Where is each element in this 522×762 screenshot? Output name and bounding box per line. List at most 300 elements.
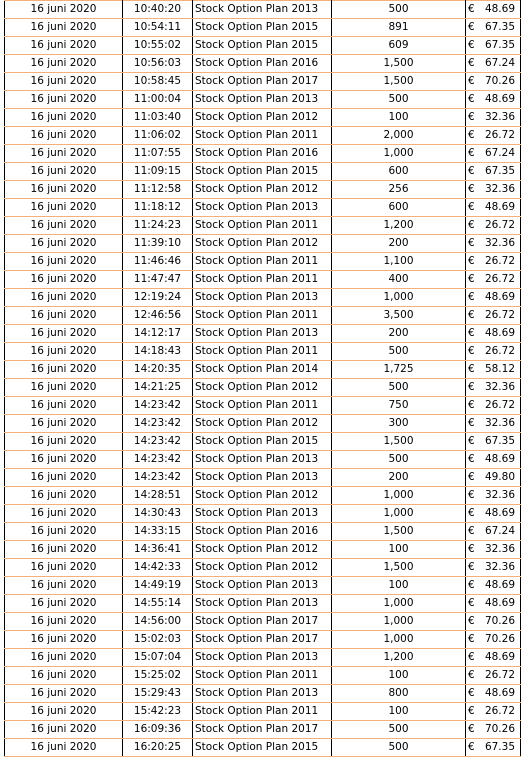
cell-date: 16 juni 2020 — [5, 523, 123, 541]
cell-price — [466, 559, 521, 577]
cell-price — [466, 1, 521, 19]
cell-time: 14:18:43 — [123, 343, 193, 361]
table-row — [5, 397, 521, 415]
table-row — [5, 577, 521, 595]
cell-quantity: 400 — [332, 271, 466, 289]
cell-quantity: 500 — [332, 739, 466, 757]
cell-plan: Stock Option Plan 2011 — [193, 271, 332, 289]
price-value: 49.80 — [484, 471, 515, 483]
price-value: 67.35 — [484, 21, 515, 33]
price-value: 32.36 — [484, 237, 515, 249]
cell-plan: Stock Option Plan 2011 — [193, 127, 332, 145]
cell-quantity: 3,500 — [332, 307, 466, 325]
cell-plan: Stock Option Plan 2011 — [193, 217, 332, 235]
cell-plan: Stock Option Plan 2012 — [193, 181, 332, 199]
cell-time: 15:07:04 — [123, 649, 193, 667]
cell-price — [466, 289, 521, 307]
cell-time: 16:20:25 — [123, 739, 193, 757]
price-value: 26.72 — [484, 309, 515, 321]
cell-plan: Stock Option Plan 2011 — [193, 307, 332, 325]
table-row — [5, 307, 521, 325]
price-value: 26.72 — [484, 345, 515, 357]
cell-plan: Stock Option Plan 2015 — [193, 739, 332, 757]
currency-symbol: € — [468, 327, 475, 339]
cell-quantity: 500 — [332, 91, 466, 109]
cell-price — [466, 19, 521, 37]
cell-date: 16 juni 2020 — [5, 235, 123, 253]
price-value: 26.72 — [484, 273, 515, 285]
cell-time: 10:58:45 — [123, 73, 193, 91]
table-row — [5, 649, 521, 667]
cell-date: 16 juni 2020 — [5, 739, 123, 757]
cell-time: 11:00:04 — [123, 91, 193, 109]
price-value: 67.35 — [484, 165, 515, 177]
price-value: 32.36 — [484, 417, 515, 429]
cell-date: 16 juni 2020 — [5, 703, 123, 721]
price-value: 26.72 — [484, 219, 515, 231]
cell-plan: Stock Option Plan 2015 — [193, 19, 332, 37]
cell-price — [466, 91, 521, 109]
cell-time: 14:42:33 — [123, 559, 193, 577]
table-row — [5, 163, 521, 181]
cell-price — [466, 55, 521, 73]
cell-date: 16 juni 2020 — [5, 343, 123, 361]
cell-date: 16 juni 2020 — [5, 91, 123, 109]
currency-symbol: € — [468, 273, 475, 285]
cell-price — [466, 397, 521, 415]
cell-time: 11:24:23 — [123, 217, 193, 235]
cell-plan: Stock Option Plan 2012 — [193, 541, 332, 559]
cell-price — [466, 739, 521, 757]
table-row — [5, 289, 521, 307]
cell-date: 16 juni 2020 — [5, 649, 123, 667]
cell-time: 14:23:42 — [123, 397, 193, 415]
price-value: 32.36 — [484, 489, 515, 501]
table-row — [5, 631, 521, 649]
currency-symbol: € — [468, 489, 475, 501]
currency-symbol: € — [468, 705, 475, 717]
cell-plan: Stock Option Plan 2013 — [193, 649, 332, 667]
currency-symbol: € — [468, 201, 475, 213]
cell-plan: Stock Option Plan 2013 — [193, 685, 332, 703]
price-value: 67.24 — [484, 57, 515, 69]
table-row — [5, 253, 521, 271]
cell-quantity: 200 — [332, 325, 466, 343]
cell-price — [466, 667, 521, 685]
cell-time: 11:03:40 — [123, 109, 193, 127]
cell-plan: Stock Option Plan 2016 — [193, 55, 332, 73]
currency-symbol: € — [468, 651, 475, 663]
table-row — [5, 343, 521, 361]
table-row — [5, 451, 521, 469]
cell-plan: Stock Option Plan 2011 — [193, 703, 332, 721]
cell-date: 16 juni 2020 — [5, 595, 123, 613]
cell-price — [466, 415, 521, 433]
table-row — [5, 541, 521, 559]
cell-time: 14:23:42 — [123, 415, 193, 433]
price-value: 48.69 — [484, 651, 515, 663]
cell-price — [466, 649, 521, 667]
cell-quantity: 200 — [332, 469, 466, 487]
cell-plan: Stock Option Plan 2013 — [193, 505, 332, 523]
table-row — [5, 595, 521, 613]
price-value: 70.26 — [484, 615, 515, 627]
price-value: 48.69 — [484, 507, 515, 519]
currency-symbol: € — [468, 669, 475, 681]
cell-price — [466, 325, 521, 343]
table-row — [5, 19, 521, 37]
cell-quantity: 100 — [332, 109, 466, 127]
currency-symbol: € — [468, 597, 475, 609]
cell-quantity: 1,500 — [332, 73, 466, 91]
table-row — [5, 487, 521, 505]
cell-quantity: 500 — [332, 721, 466, 739]
currency-symbol: € — [468, 129, 475, 141]
currency-symbol: € — [468, 219, 475, 231]
cell-date: 16 juni 2020 — [5, 487, 123, 505]
table-row — [5, 109, 521, 127]
cell-plan: Stock Option Plan 2012 — [193, 235, 332, 253]
transactions-table-body — [5, 1, 521, 757]
cell-time: 14:23:42 — [123, 433, 193, 451]
cell-quantity: 100 — [332, 703, 466, 721]
price-value: 48.69 — [484, 327, 515, 339]
cell-date: 16 juni 2020 — [5, 325, 123, 343]
transactions-table — [4, 0, 521, 757]
table-row — [5, 613, 521, 631]
cell-price — [466, 541, 521, 559]
cell-date: 16 juni 2020 — [5, 505, 123, 523]
cell-time: 14:20:35 — [123, 361, 193, 379]
cell-plan: Stock Option Plan 2012 — [193, 379, 332, 397]
cell-quantity: 500 — [332, 343, 466, 361]
cell-date: 16 juni 2020 — [5, 397, 123, 415]
table-row — [5, 721, 521, 739]
cell-time: 14:33:15 — [123, 523, 193, 541]
cell-quantity: 1,000 — [332, 289, 466, 307]
cell-plan: Stock Option Plan 2017 — [193, 631, 332, 649]
price-value: 32.36 — [484, 111, 515, 123]
table-row — [5, 685, 521, 703]
cell-quantity: 609 — [332, 37, 466, 55]
cell-plan: Stock Option Plan 2013 — [193, 577, 332, 595]
cell-quantity: 1,000 — [332, 145, 466, 163]
cell-date: 16 juni 2020 — [5, 667, 123, 685]
cell-date: 16 juni 2020 — [5, 433, 123, 451]
cell-date: 16 juni 2020 — [5, 253, 123, 271]
cell-quantity: 1,500 — [332, 433, 466, 451]
currency-symbol: € — [468, 579, 475, 591]
table-row — [5, 739, 521, 757]
cell-quantity: 1,200 — [332, 217, 466, 235]
cell-date: 16 juni 2020 — [5, 577, 123, 595]
currency-symbol: € — [468, 21, 475, 33]
cell-price — [466, 361, 521, 379]
price-value: 48.69 — [484, 579, 515, 591]
cell-time: 11:09:15 — [123, 163, 193, 181]
cell-time: 11:46:46 — [123, 253, 193, 271]
cell-date: 16 juni 2020 — [5, 271, 123, 289]
cell-quantity: 891 — [332, 19, 466, 37]
cell-quantity: 1,000 — [332, 595, 466, 613]
table-row — [5, 37, 521, 55]
cell-quantity: 1,500 — [332, 523, 466, 541]
currency-symbol: € — [468, 57, 475, 69]
currency-symbol: € — [468, 93, 475, 105]
cell-price — [466, 577, 521, 595]
cell-time: 14:55:14 — [123, 595, 193, 613]
currency-symbol: € — [468, 507, 475, 519]
cell-plan: Stock Option Plan 2013 — [193, 595, 332, 613]
price-value: 58.12 — [484, 363, 515, 375]
currency-symbol: € — [468, 633, 475, 645]
currency-symbol: € — [468, 417, 475, 429]
currency-symbol: € — [468, 75, 475, 87]
table-row — [5, 361, 521, 379]
cell-price — [466, 199, 521, 217]
price-value: 67.35 — [484, 435, 515, 447]
cell-time: 11:47:47 — [123, 271, 193, 289]
cell-date: 16 juni 2020 — [5, 613, 123, 631]
cell-time: 14:49:19 — [123, 577, 193, 595]
cell-time: 15:25:02 — [123, 667, 193, 685]
cell-time: 10:56:03 — [123, 55, 193, 73]
currency-symbol: € — [468, 291, 475, 303]
price-value: 32.36 — [484, 183, 515, 195]
cell-time: 14:28:51 — [123, 487, 193, 505]
cell-date: 16 juni 2020 — [5, 37, 123, 55]
cell-price — [466, 379, 521, 397]
cell-time: 14:36:41 — [123, 541, 193, 559]
cell-plan: Stock Option Plan 2017 — [193, 613, 332, 631]
cell-plan: Stock Option Plan 2017 — [193, 721, 332, 739]
cell-date: 16 juni 2020 — [5, 379, 123, 397]
cell-date: 16 juni 2020 — [5, 415, 123, 433]
cell-quantity: 300 — [332, 415, 466, 433]
cell-price — [466, 451, 521, 469]
price-value: 48.69 — [484, 453, 515, 465]
cell-plan: Stock Option Plan 2015 — [193, 163, 332, 181]
table-row — [5, 325, 521, 343]
price-value: 48.69 — [484, 687, 515, 699]
cell-time: 11:12:58 — [123, 181, 193, 199]
table-row — [5, 559, 521, 577]
cell-time: 14:56:00 — [123, 613, 193, 631]
cell-date: 16 juni 2020 — [5, 685, 123, 703]
cell-plan: Stock Option Plan 2011 — [193, 253, 332, 271]
table-row — [5, 505, 521, 523]
price-value: 48.69 — [484, 291, 515, 303]
cell-plan: Stock Option Plan 2012 — [193, 415, 332, 433]
cell-price — [466, 595, 521, 613]
cell-date: 16 juni 2020 — [5, 217, 123, 235]
price-value: 70.26 — [484, 723, 515, 735]
price-value: 26.72 — [484, 255, 515, 267]
currency-symbol: € — [468, 309, 475, 321]
currency-symbol: € — [468, 615, 475, 627]
cell-price — [466, 685, 521, 703]
currency-symbol: € — [468, 453, 475, 465]
cell-plan: Stock Option Plan 2011 — [193, 667, 332, 685]
price-value: 26.72 — [484, 399, 515, 411]
cell-plan: Stock Option Plan 2012 — [193, 109, 332, 127]
cell-date: 16 juni 2020 — [5, 721, 123, 739]
cell-plan: Stock Option Plan 2013 — [193, 325, 332, 343]
currency-symbol: € — [468, 183, 475, 195]
cell-quantity: 1,500 — [332, 55, 466, 73]
cell-time: 14:30:43 — [123, 505, 193, 523]
cell-plan: Stock Option Plan 2013 — [193, 469, 332, 487]
cell-date: 16 juni 2020 — [5, 361, 123, 379]
cell-plan: Stock Option Plan 2016 — [193, 523, 332, 541]
currency-symbol: € — [468, 525, 475, 537]
cell-price — [466, 505, 521, 523]
currency-symbol: € — [468, 435, 475, 447]
table-row — [5, 379, 521, 397]
table-row — [5, 469, 521, 487]
currency-symbol: € — [468, 165, 475, 177]
cell-quantity: 500 — [332, 379, 466, 397]
table-row — [5, 271, 521, 289]
cell-time: 11:07:55 — [123, 145, 193, 163]
cell-quantity: 1,000 — [332, 487, 466, 505]
cell-time: 11:06:02 — [123, 127, 193, 145]
table-row — [5, 415, 521, 433]
table-row — [5, 433, 521, 451]
currency-symbol: € — [468, 381, 475, 393]
cell-price — [466, 271, 521, 289]
cell-date: 16 juni 2020 — [5, 163, 123, 181]
cell-price — [466, 613, 521, 631]
price-value: 26.72 — [484, 129, 515, 141]
cell-date: 16 juni 2020 — [5, 19, 123, 37]
cell-date: 16 juni 2020 — [5, 73, 123, 91]
price-value: 32.36 — [484, 543, 515, 555]
table-row — [5, 145, 521, 163]
cell-price — [466, 163, 521, 181]
cell-time: 11:18:12 — [123, 199, 193, 217]
currency-symbol: € — [468, 147, 475, 159]
cell-quantity: 750 — [332, 397, 466, 415]
cell-price — [466, 181, 521, 199]
cell-date: 16 juni 2020 — [5, 631, 123, 649]
cell-price — [466, 307, 521, 325]
cell-time: 12:46:56 — [123, 307, 193, 325]
price-value: 48.69 — [484, 93, 515, 105]
cell-quantity: 100 — [332, 541, 466, 559]
currency-symbol: € — [468, 3, 475, 15]
cell-time: 15:02:03 — [123, 631, 193, 649]
currency-symbol: € — [468, 363, 475, 375]
price-value: 32.36 — [484, 561, 515, 573]
currency-symbol: € — [468, 111, 475, 123]
price-value: 48.69 — [484, 3, 515, 15]
price-value: 70.26 — [484, 633, 515, 645]
cell-time: 10:55:02 — [123, 37, 193, 55]
cell-quantity: 100 — [332, 667, 466, 685]
cell-time: 10:40:20 — [123, 1, 193, 19]
cell-time: 14:23:42 — [123, 469, 193, 487]
cell-date: 16 juni 2020 — [5, 55, 123, 73]
cell-quantity: 800 — [332, 685, 466, 703]
table-row — [5, 235, 521, 253]
price-value: 67.35 — [484, 741, 515, 753]
currency-symbol: € — [468, 399, 475, 411]
cell-date: 16 juni 2020 — [5, 181, 123, 199]
table-row — [5, 127, 521, 145]
cell-plan: Stock Option Plan 2016 — [193, 145, 332, 163]
cell-price — [466, 109, 521, 127]
price-value: 67.24 — [484, 525, 515, 537]
cell-date: 16 juni 2020 — [5, 145, 123, 163]
cell-plan: Stock Option Plan 2013 — [193, 91, 332, 109]
cell-plan: Stock Option Plan 2011 — [193, 397, 332, 415]
cell-date: 16 juni 2020 — [5, 307, 123, 325]
cell-quantity: 1,100 — [332, 253, 466, 271]
cell-quantity: 500 — [332, 451, 466, 469]
currency-symbol: € — [468, 39, 475, 51]
cell-plan: Stock Option Plan 2013 — [193, 289, 332, 307]
table-row — [5, 217, 521, 235]
cell-plan: Stock Option Plan 2015 — [193, 433, 332, 451]
price-value: 26.72 — [484, 669, 515, 681]
cell-price — [466, 145, 521, 163]
currency-symbol: € — [468, 687, 475, 699]
cell-quantity: 600 — [332, 163, 466, 181]
cell-time: 15:29:43 — [123, 685, 193, 703]
price-value: 32.36 — [484, 381, 515, 393]
cell-price — [466, 631, 521, 649]
cell-plan: Stock Option Plan 2017 — [193, 73, 332, 91]
cell-price — [466, 523, 521, 541]
cell-time: 15:42:23 — [123, 703, 193, 721]
table-row — [5, 55, 521, 73]
currency-symbol: € — [468, 543, 475, 555]
cell-price — [466, 73, 521, 91]
cell-plan: Stock Option Plan 2012 — [193, 487, 332, 505]
cell-quantity: 1,725 — [332, 361, 466, 379]
table-row — [5, 91, 521, 109]
cell-plan: Stock Option Plan 2013 — [193, 199, 332, 217]
cell-date: 16 juni 2020 — [5, 451, 123, 469]
cell-quantity: 2,000 — [332, 127, 466, 145]
cell-date: 16 juni 2020 — [5, 199, 123, 217]
cell-price — [466, 487, 521, 505]
cell-date: 16 juni 2020 — [5, 1, 123, 19]
price-value: 48.69 — [484, 597, 515, 609]
cell-quantity: 1,000 — [332, 505, 466, 523]
table-row — [5, 703, 521, 721]
cell-quantity: 1,000 — [332, 631, 466, 649]
cell-quantity: 1,000 — [332, 613, 466, 631]
cell-price — [466, 433, 521, 451]
price-value: 48.69 — [484, 201, 515, 213]
currency-symbol: € — [468, 471, 475, 483]
cell-time: 16:09:36 — [123, 721, 193, 739]
cell-price — [466, 343, 521, 361]
table-row — [5, 181, 521, 199]
cell-time: 14:21:25 — [123, 379, 193, 397]
cell-price — [466, 217, 521, 235]
cell-date: 16 juni 2020 — [5, 469, 123, 487]
cell-time: 14:12:17 — [123, 325, 193, 343]
cell-time: 10:54:11 — [123, 19, 193, 37]
cell-time: 14:23:42 — [123, 451, 193, 469]
price-value: 26.72 — [484, 705, 515, 717]
cell-price — [466, 127, 521, 145]
price-value: 67.24 — [484, 147, 515, 159]
currency-symbol: € — [468, 561, 475, 573]
